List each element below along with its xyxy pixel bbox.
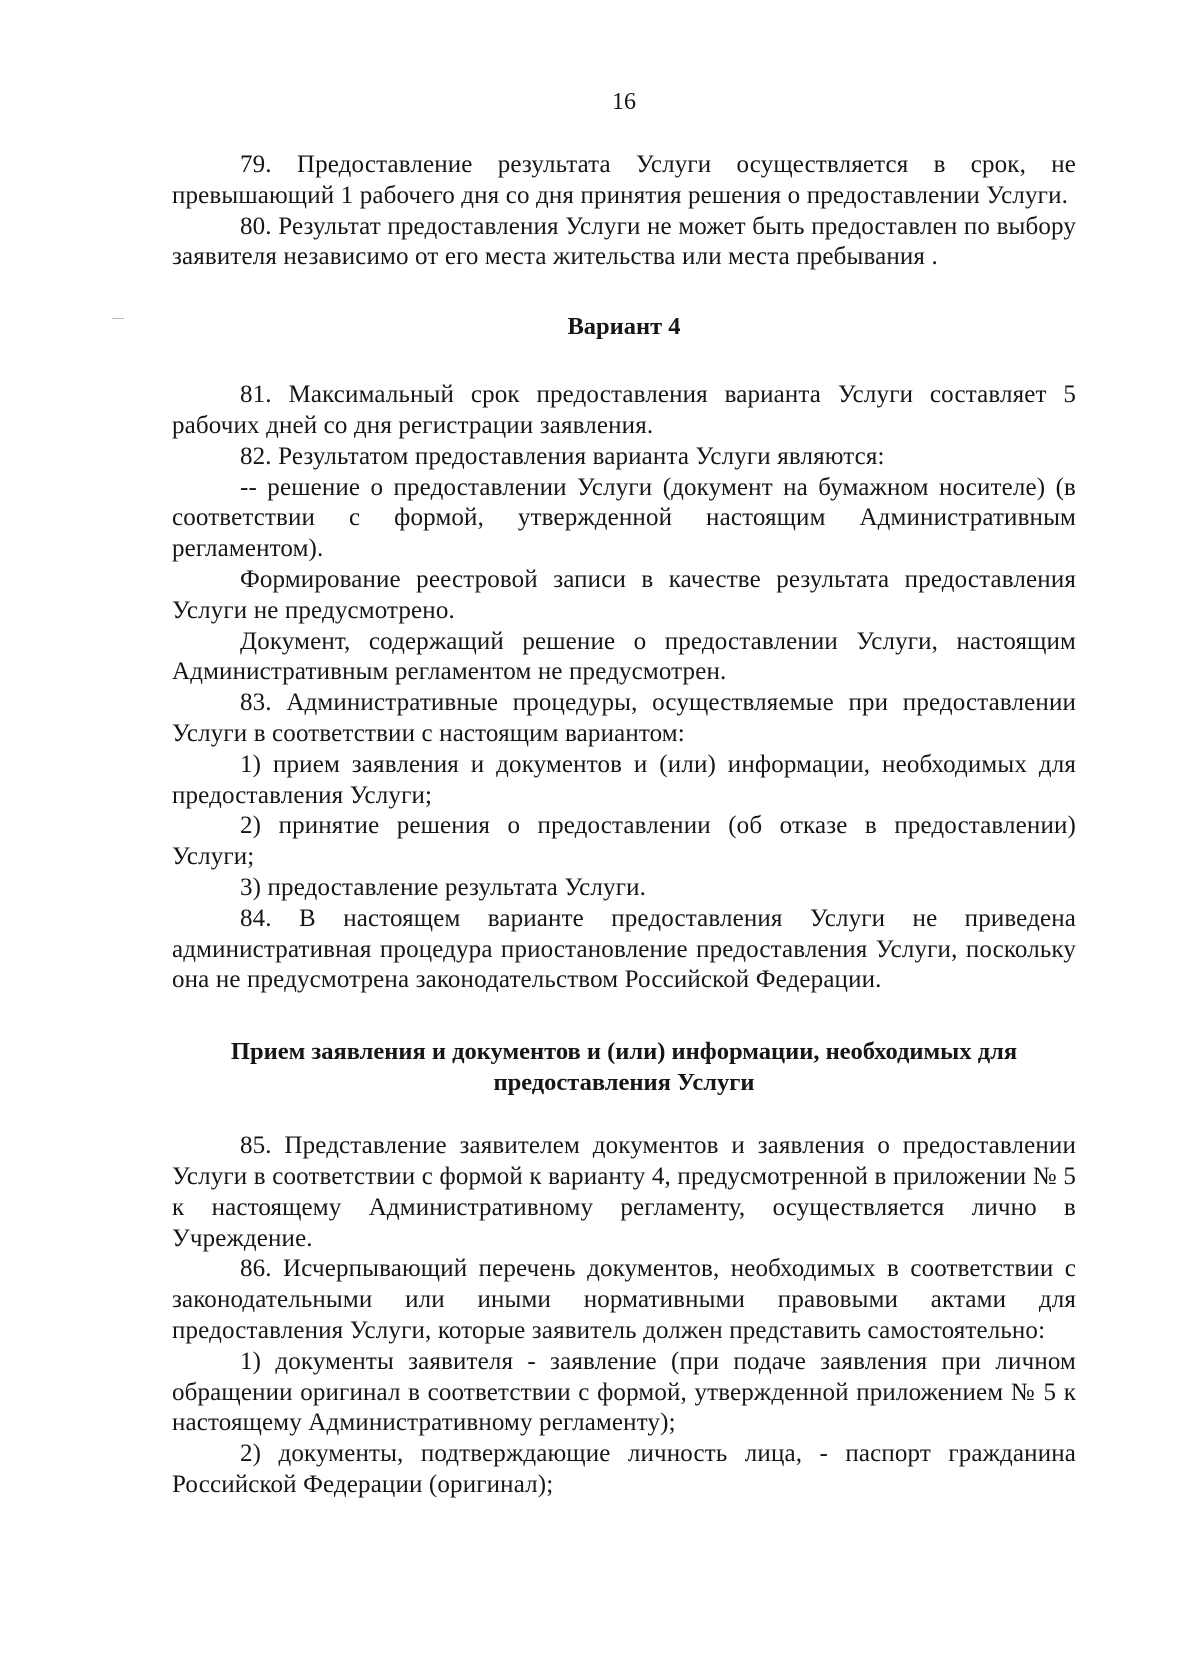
paragraph-decision-document: Документ, содержащий решение о предоставлении Услуги, настоящим Административным регламентом не предусмотрен. (172, 627, 1076, 686)
heading-application-intake-line-2: предоставления Услуги (493, 1069, 755, 1097)
paragraph-registry-record: Формирование реестровой записи в качестве результата предоставления Услуги не предусмотрено. (172, 565, 1076, 624)
heading-application-intake-line-1: Прием заявления и документов и (или) информации, необходимых для (230, 1038, 1018, 1066)
heading-application-intake (172, 1036, 1076, 1098)
heading-variant-4: Вариант 4 (567, 313, 681, 341)
paragraph-83-item-1: 1) прием заявления и документов и (или) информации, необходимых для предоставления Услуги; (172, 750, 1076, 809)
paragraph-86: 86. Исчерпывающий перечень документов, необходимых в соответствии с законодательными или иными нормативными правовыми актами для предоставления Услуги, которые заявитель должен представить самостоятельно: (172, 1255, 1076, 1344)
paragraph-83-item-2: 2) принятие решения о предоставлении (об отказе в предоставлении) Услуги; (172, 812, 1076, 871)
paragraph-83: 83. Административные процедуры, осуществляемые при предоставлении Услуги в соответствии с настоящим вариантом: (172, 689, 1076, 747)
paragraph-79: 79. Предоставление результата Услуги осуществляется в срок, не превышающий 1 рабочего дня со дня принятия решения о предоставлении Услуги. (172, 151, 1076, 209)
scan-margin-mark (112, 318, 124, 319)
paragraph-86-item-1: 1) документы заявителя - заявление (при подаче заявления при личном обращении оригинал в соответствии с формой, утвержденной приложением № 5 к настоящему Административному регламенту); (172, 1347, 1076, 1437)
paragraph-82: 82. Результатом предоставления варианта Услуги являются: (240, 442, 885, 470)
paragraph-86-item-2: 2) документы, подтверждающие личность лица, - паспорт гражданина Российской Федерации (оригинал); (172, 1440, 1076, 1498)
paragraph-81: 81. Максимальный срок предоставления варианта Услуги составляет 5 рабочих дней со дня регистрации заявления. (172, 381, 1076, 439)
paragraph-84: 84. В настоящем варианте предоставления Услуги не приведена административная процедура приостановление предоставления Услуги, поскольку она не предусмотрена законодательством Российской Федерации. (172, 904, 1076, 994)
paragraph-85: 85. Представление заявителем документов и заявления о предоставлении Услуги в соответствии с формой к варианту 4, предусмотренной в приложении № 5 к настоящему Административному регламенту, осуществляется лично в Учреждение. (172, 1132, 1076, 1252)
page-number: 16 (612, 89, 636, 115)
paragraph-83-item-3: 3) предоставление результата Услуги. (240, 873, 647, 901)
paragraph-82-item-decision: -- решение о предоставлении Услуги (документ на бумажном носителе) (в соответствии с формой, утвержденной настоящим Административным регламентом). (172, 473, 1076, 563)
paragraph-80: 80. Результат предоставления Услуги не может быть предоставлен по выбору заявителя независимо от его места жительства или места пребывания . (172, 212, 1076, 271)
